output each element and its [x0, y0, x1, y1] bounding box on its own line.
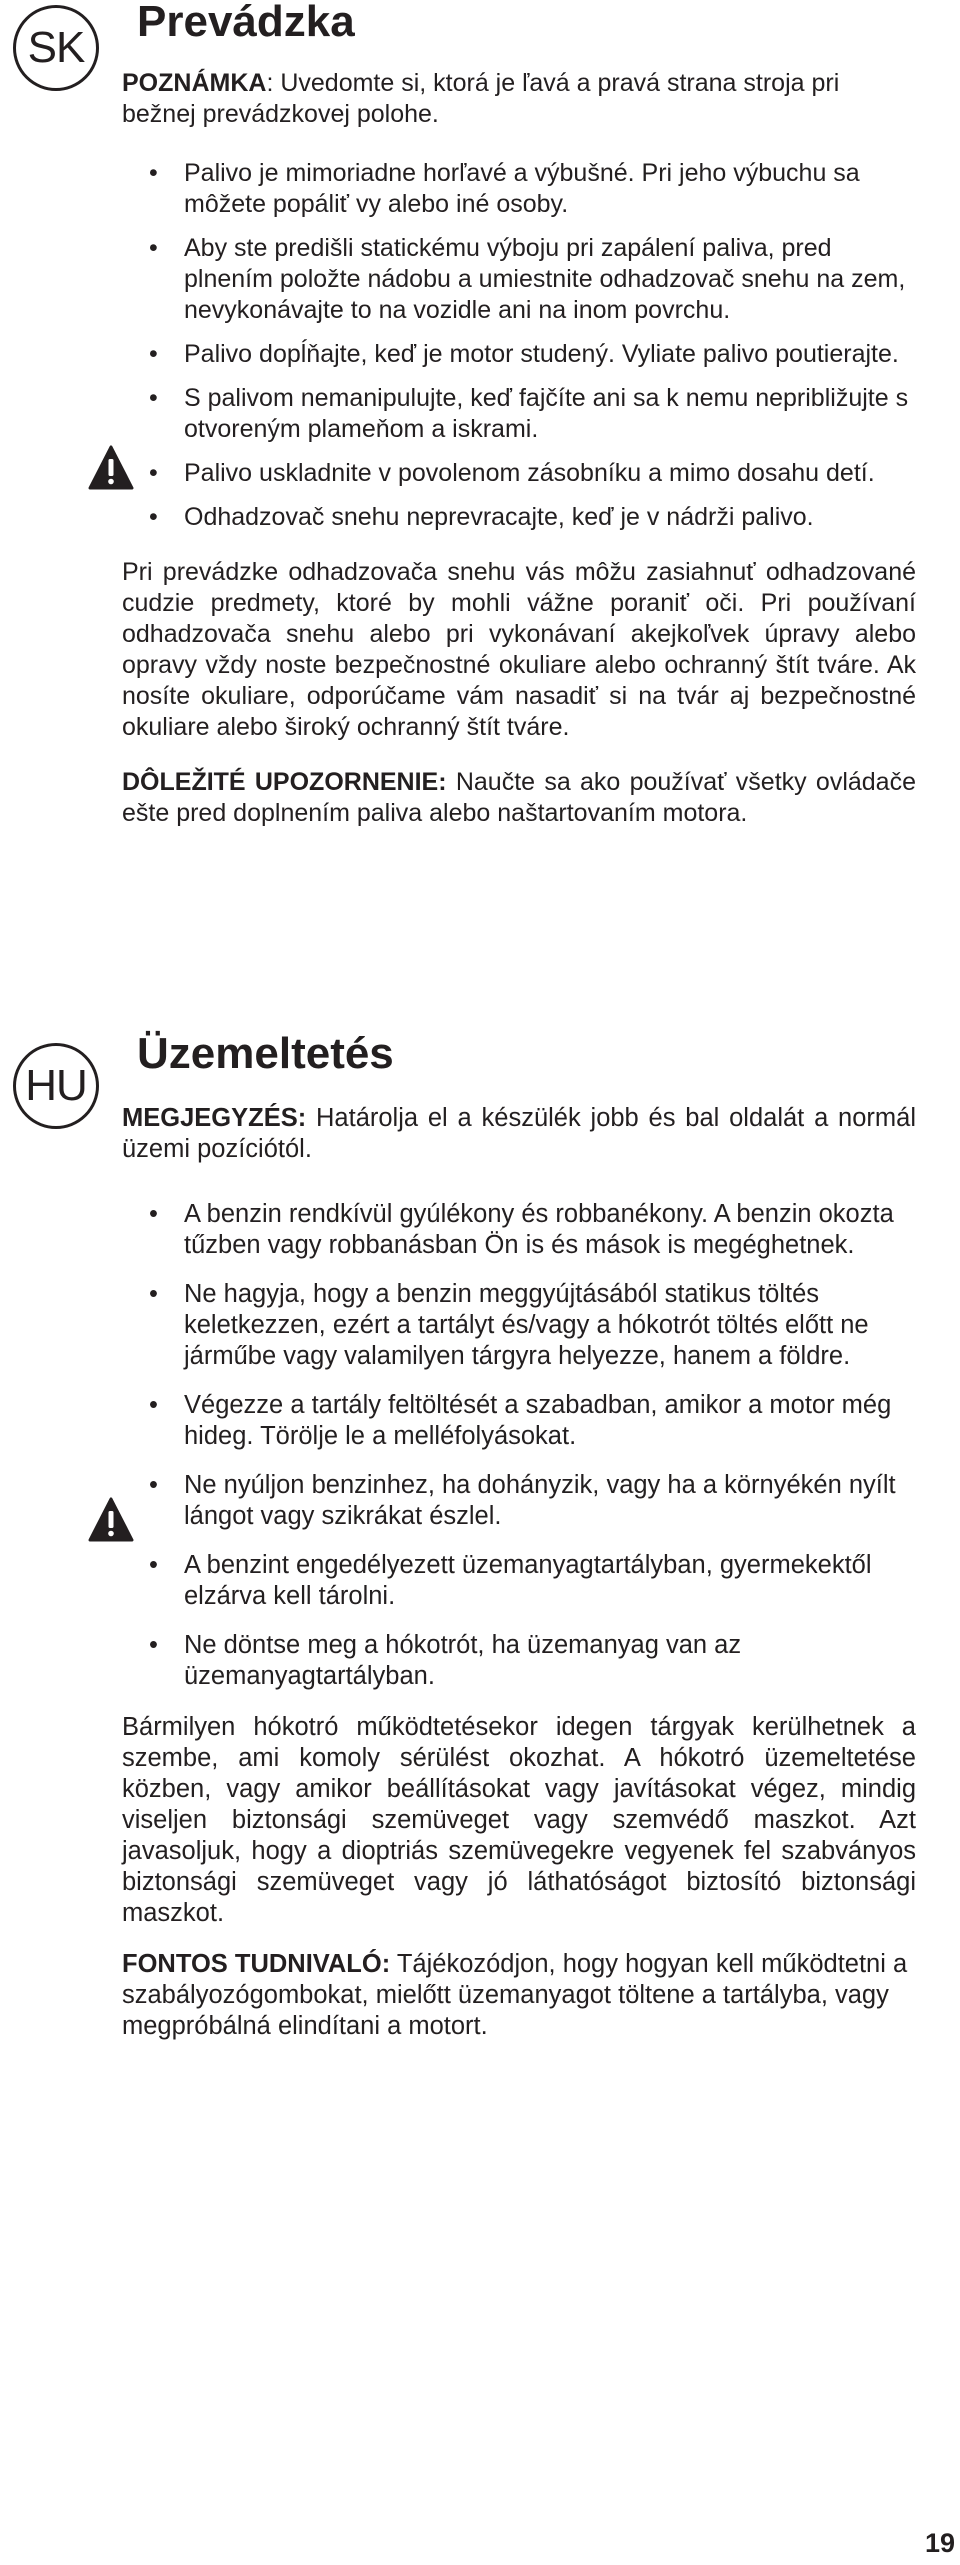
list-item: • Végezze a tartály feltöltését a szabadban, amikor a motor még hideg. Törölje le a melléfolyásokat. — [122, 1390, 916, 1452]
note-text: Határolja el a készülék jobb és bal oldalát a normál üzemi pozíciótól. — [122, 1104, 916, 1163]
important-paragraph — [122, 767, 916, 829]
note-label: POZNÁMKA — [122, 69, 267, 97]
important-label: DÔLEŽITÉ UPOZORNENIE: — [122, 768, 447, 796]
note-text: : Uvedomte si, ktorá je ľavá a pravá strana stroja pri bežnej prevádzkovej polohe. — [122, 69, 840, 128]
page-number: 19 — [924, 2528, 955, 2558]
eye-protection-paragraph: Bármilyen hókotró működtetésekor idegen tárgyak kerülhetnek a szembe, ami komoly sérülést okozhat. A hókotró üzemeltetése közben, vagy amikor beállításokat vagy javításokat végez, mindig viseljen biztonsági szemüveget vagy szemvédő maszkot. Azt javasoljuk, hogy a dioptriás szemüvegekre vegyenek fel szabványos biztonsági szemüveget vagy jó láthatóságot biztosító biztonsági maszkot. — [122, 1713, 916, 1927]
language-badge-hu — [13, 1043, 99, 1129]
note-paragraph — [122, 68, 916, 130]
list-item: • Ne nyúljon benzinhez, ha dohányzik, vagy ha a környékén nyílt lángot vagy szikrákat észlel. — [122, 1470, 916, 1532]
important-text: Tájékozódjon, hogy hogyan kell működtetni a szabályozógombokat, mielőtt üzemanyagot töltene a tartályba, vagy megpróbálná elindítani a motort. — [122, 1950, 908, 2040]
safety-list — [122, 158, 916, 533]
language-badge-label: HU — [25, 1061, 87, 1110]
list-item: • S palivom nemanipulujte, keď fajčíte ani sa k nemu nepribližujte s otvoreným plameňom a iskrami. — [122, 383, 916, 445]
section-content-sk — [122, 68, 916, 829]
list-item: • Ne döntse meg a hókotrót, ha üzemanyag van az üzemanyagtartályban. — [122, 1630, 916, 1692]
section-title-sk: Prevádzka — [137, 0, 355, 46]
note-paragraph — [122, 1103, 916, 1165]
list-item: • Aby ste predišli statickému výboju pri zapálení paliva, pred plnením položte nádobu a umiestnite odhadzovač snehu na zem, nevykonávajte to na vozidle ani na inom povrchu. — [122, 233, 916, 326]
language-badge-label: SK — [27, 23, 85, 72]
list-item: • Ne hagyja, hogy a benzin meggyújtásából statikus töltés keletkezzen, ezért a tartályt és/vagy a hókotrót töltés előtt ne járműbe vagy valamilyen tárgyra helyezze, hanem a földre. — [122, 1279, 916, 1372]
important-label: FONTOS TUDNIVALÓ: — [122, 1950, 391, 1978]
important-paragraph — [122, 1949, 916, 2042]
list-item: • A benzin rendkívül gyúlékony és robbanékony. A benzin okozta tűzben vagy robbanásban Ön is és mások is megéghetnek. — [122, 1199, 916, 1261]
safety-list — [122, 1199, 916, 1692]
note-label: MEGJEGYZÉS: — [122, 1104, 307, 1132]
section-title-hu: Üzemeltetés — [137, 1029, 394, 1078]
eye-protection-paragraph: Pri prevádzke odhadzovača snehu vás môžu zasiahnuť odhadzované cudzie predmety, ktoré by mohli vážne poraniť oči. Pri používaní odhadzovača snehu alebo pri vykonávaní akejkoľvek úpravy alebo opravy vždy noste bezpečnostné okuliare alebo ochranný štít tváre. Ak nosíte okuliare, odporúčame vám nasadiť si na tvár aj bezpečnostné okuliare alebo široký ochranný štít tváre. — [122, 558, 916, 741]
list-item: • Odhadzovač snehu neprevracajte, keď je v nádrži palivo. — [122, 502, 916, 533]
list-item: • A benzint engedélyezett üzemanyagtartályban, gyermekektől elzárva kell tárolni. — [122, 1550, 916, 1612]
list-item: • Palivo je mimoriadne horľavé a výbušné. Pri jeho výbuchu sa môžete popáliť vy alebo iné osoby. — [122, 158, 916, 220]
list-item: • Palivo uskladnite v povolenom zásobníku a mimo dosahu detí. — [122, 458, 916, 489]
important-text: Naučte sa ako používať všetky ovládače ešte pred doplnením paliva alebo naštartovaním motora. — [122, 768, 916, 827]
section-content-hu — [122, 1103, 916, 2042]
list-item: • Palivo dopĺňajte, keď je motor studený. Vyliate palivo poutierajte. — [122, 339, 916, 370]
language-badge-sk — [13, 5, 99, 91]
